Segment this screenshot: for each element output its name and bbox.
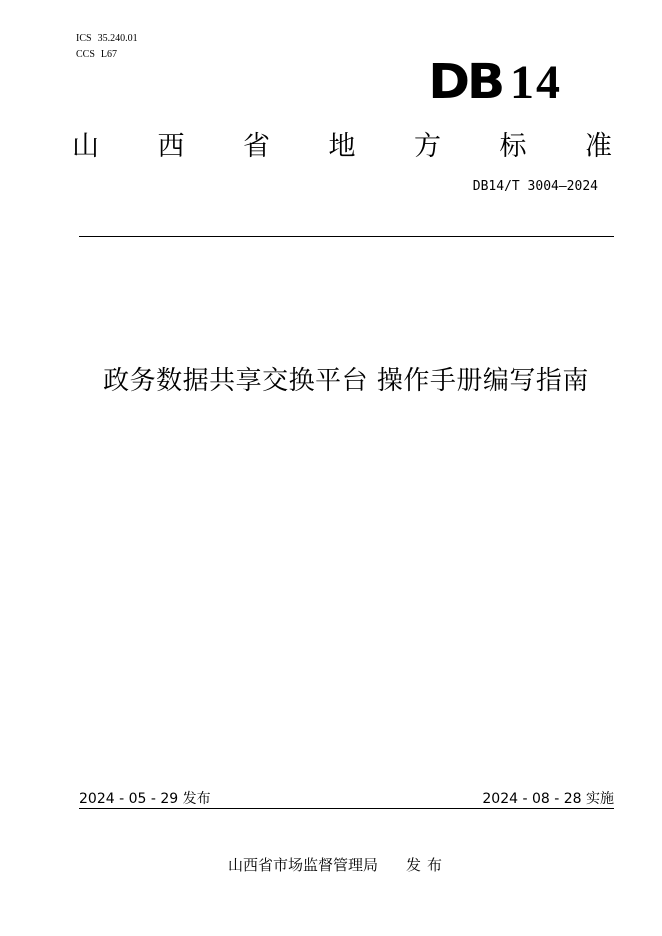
implementation-date: 2024 - 08 - 28 实施	[482, 791, 614, 807]
top-divider	[79, 236, 614, 237]
publisher-name: 山西省市场监督管理局	[228, 856, 379, 874]
db-mark-prefix: DB	[427, 54, 502, 110]
classification-codes	[76, 31, 138, 63]
standard-number: DB14/T 3004—2024	[472, 179, 598, 194]
bottom-divider	[79, 808, 614, 809]
standard-type-char: 准	[585, 131, 612, 162]
standard-type-heading	[72, 124, 612, 163]
standard-type-char: 地	[328, 131, 356, 162]
db-mark	[427, 54, 562, 110]
standard-type-char: 山	[72, 131, 99, 162]
standard-type-char: 方	[414, 131, 441, 162]
document-title: 政务数据共享交换平台 操作手册编写指南	[103, 366, 589, 396]
standard-type-char: 西	[157, 131, 185, 162]
publisher	[228, 854, 448, 875]
standard-type-char: 标	[499, 131, 527, 162]
publisher-action: 发布	[406, 856, 449, 874]
ics-row	[76, 31, 138, 47]
issue-date: 2024 - 05 - 29 发布	[79, 791, 211, 807]
ccs-row	[76, 47, 138, 63]
ccs-code: L67	[100, 49, 118, 60]
standard-type-char: 省	[243, 131, 270, 162]
ics-label: ICS	[76, 33, 92, 44]
db-mark-number: 14	[510, 56, 562, 109]
ccs-label: CCS	[76, 49, 95, 60]
ics-code: 35.240.01	[97, 33, 138, 44]
